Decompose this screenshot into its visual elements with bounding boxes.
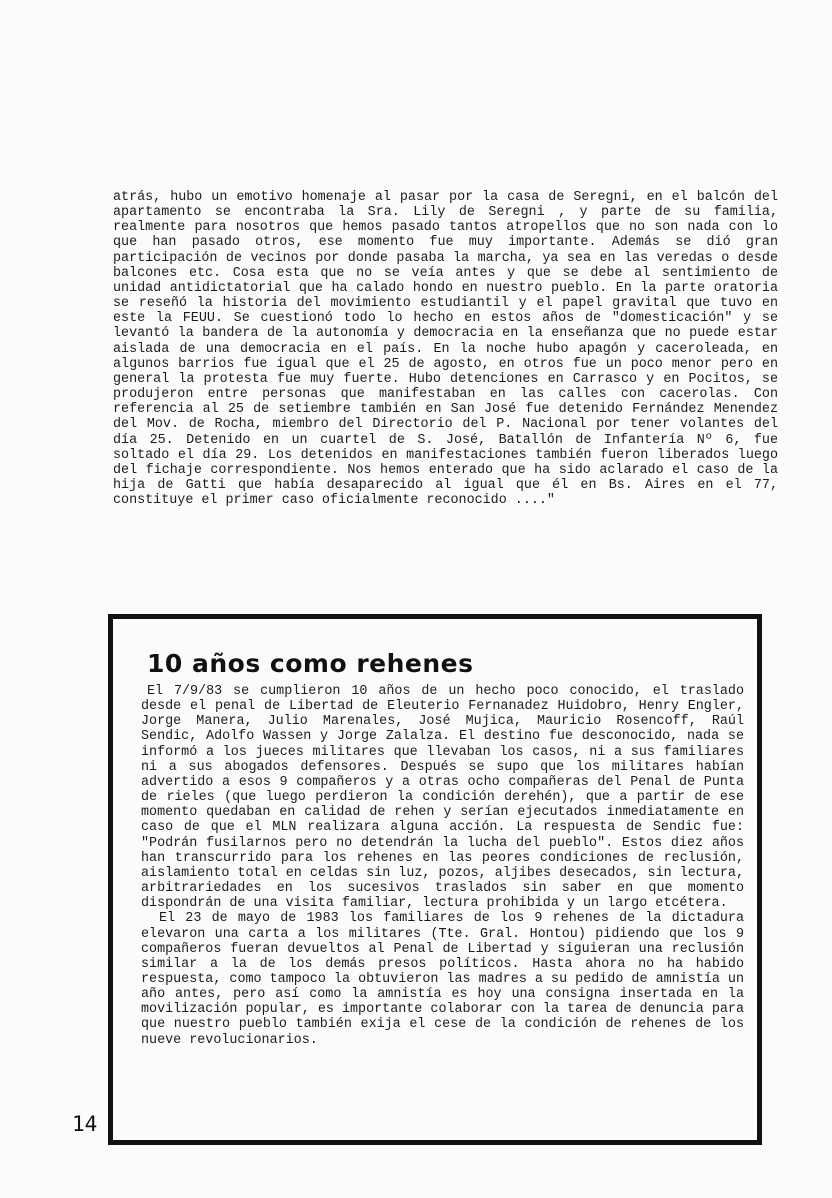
- page-number: 14: [72, 1112, 98, 1136]
- article-continuation: [113, 190, 778, 508]
- boxed-article-paragraph-2: El 23 de mayo de 1983 los familiares de los 9 rehenes de la dictadura elevaron una carta a los militares (Tte. Gral. Hontou) pidiendo que los 9 compañeros fueran devueltos al Penal de Libertad y siguieran una reclusión similar a la de los demás presos políticos. Hasta ahora no ha habido respuesta, como tampoco la obtuvieron las madres a su pedido de amnistía un año antes, pero así como la amnistía es hoy una consigna insertada en la movilización popular, es importante colaborar con la tarea de denuncia para que nuestro pueblo también exija el cese de la condición de rehenes de los nueve revolucionarios.: [141, 911, 744, 1048]
- article-paragraph: atrás, hubo un emotivo homenaje al pasar por la casa de Seregni, en el balcón del apartamento se encontraba la Sra. Lily de Seregni , y parte de su familia, realmente para nosotros que hemos pasado tantos atropellos que no son nada con lo que han pasado otros, ese momento fue muy importante. Además se dió gran participación de vecinos por donde pasaba la marcha, ya sea en las veredas o desde balcones etc. Cosa esta que no se veía antes y que se debe al sentimiento de unidad antidictatorial que ha calado hondo en nuestro pueblo. En la parte oratoria se reseñó la historia del movimiento estudiantil y el papel gravital que tuvo en este la FEUU. Se cuestionó todo lo hecho en estos años de "domesticación" y se levantó la bandera de la autonomía y democracia en la enseñanza que no puede estar aislada de una democracia en el país. En la noche hubo apagón y caceroleada, en algunos barrios fue igual que el 25 de agosto, en otros fue un poco menor pero en general la protesta fue muy fuerte. Hubo detenciones en Carrasco y en Pocitos, se produjeron entre personas que manifestaban en las calles con cacerolas. Con referencia al 25 de setiembre también en San José fue detenido Fernández Menendez del Mov. de Rocha, miembro del Directorio del P. Nacional por tener volantes del día 25. Detenido en un cuartel de S. José, Batallón de Infantería Nº 6, fue soltado el día 29. Los detenidos en manifestaciones también fueron liberados luego del fichaje correspondiente. Nos hemos enterado que ha sido aclarado el caso de la hija de Gatti que había desaparecido al igual que él en Bs. Aires en el 77, constituye el primer caso oficialmente reconocido ....": [113, 190, 778, 509]
- boxed-article-title: 10 años como rehenes: [147, 649, 474, 678]
- boxed-article-paragraph-1: El 7/9/83 se cumplieron 10 años de un hecho poco conocido, el traslado desde el penal de Libertad de Eleuterio Fernanadez Huidobro, Henry Engler, Jorge Manera, Julio Marenales, José Mujica, Mauricio Rosencoff, Raúl Sendic, Adolfo Wassen y Jorge Zalalza. El destino fue desconocido, nada se informó a los jueces militares que llevaban los casos, ni a sus familiares ni a sus abogados defensores. Después se supo que los militares habían advertido a esos 9 compañeros y a otras ocho compañeras del Penal de Punta de rieles (que luego perdieron la condición derehén), que a partir de ese momento quedaban en calidad de rehen y serían ejecutados inmediatamente en caso de que el MLN realizara alguna acción. La respuesta de Sendic fue: "Podrán fusilarnos pero no detendrán la lucha del pueblo". Estos diez años han transcurrido para los rehenes en las peores condiciones de reclusión, aislamiento total en celdas sin luz, pozos, aljibes desecados, sin lectura, arbitrariedades en los sucesivos traslados sin saber en que momento dispondrán de una visita familiar, lectura prohibida y un largo etcétera.: [141, 684, 744, 912]
- boxed-article-body: [141, 684, 744, 1048]
- boxed-article: [108, 614, 762, 1145]
